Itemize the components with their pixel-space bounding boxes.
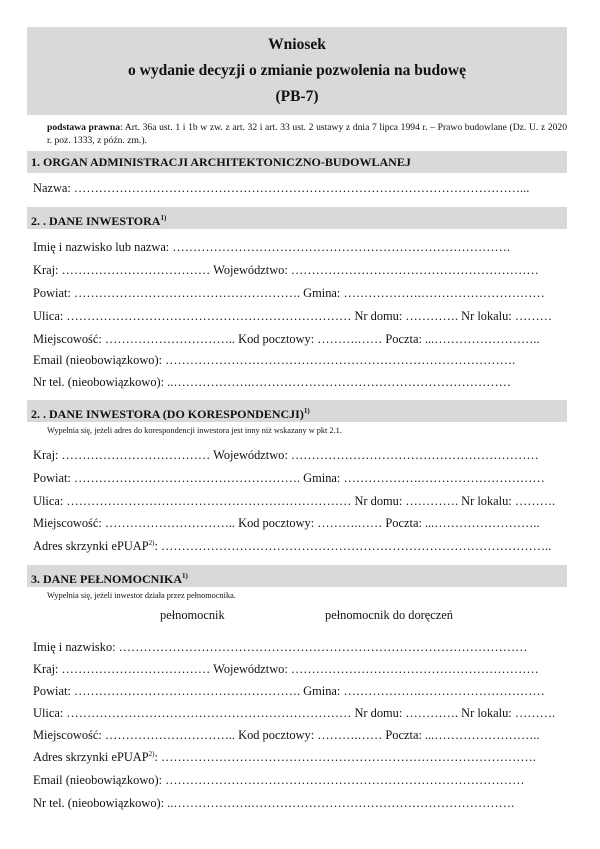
footnote-marker: 1)	[160, 214, 167, 222]
field-corr-epuap[interactable]	[33, 539, 568, 554]
epuap-dots: : …………………………………………………………………………………..	[154, 539, 552, 553]
field-proxy-city-postcode[interactable]: Miejscowość: ………………………….. Kod pocztowy: ……….…… Poczta: ...……………………..	[33, 728, 540, 742]
field-investor-phone[interactable]: Nr tel. (nieobowiązkowo): ..……………….………………………………………………………	[33, 375, 512, 389]
field-proxy-phone[interactable]: Nr tel. (nieobowiązkowo): ..……………….……………………………………………………….	[33, 796, 515, 810]
field-investor-country-voivodeship[interactable]: Kraj: ……………………………… Województwo: ……………………………………………………	[33, 263, 539, 277]
section-2-title: 2. . DANE INWESTORA	[31, 214, 161, 228]
field-proxy-country-voivodeship[interactable]: Kraj: ……………………………… Województwo: ……………………………………………………	[33, 662, 539, 676]
field-investor-name[interactable]: Imię i nazwisko lub nazwa: ……………………………………………………………………….	[33, 240, 510, 254]
section-2b-note: Wypełnia się, jeżeli adres do korespondencji inwestora jest inny niż wskazany w pkt 2.1.	[47, 426, 342, 435]
epuap-label: Adres skrzynki ePUAP	[33, 750, 149, 764]
footnote-marker: 2)	[148, 750, 155, 758]
legal-basis	[47, 122, 567, 147]
field-investor-email[interactable]: Email (nieobowiązkowo): ………………………………………………………………………….	[33, 353, 516, 367]
epuap-dots: : ……………………………………………………………………………….	[154, 750, 536, 764]
field-corr-city-postcode[interactable]: Miejscowość: ………………………….. Kod pocztowy: ……….…… Poczta: ...……………………..	[33, 516, 540, 530]
field-proxy-epuap[interactable]	[33, 750, 568, 765]
field-investor-street[interactable]: Ulica: …………………………………………………………… Nr domu: …………. Nr lokalu: ………	[33, 309, 553, 323]
field-investor-city-postcode[interactable]: Miejscowość: ………………………….. Kod pocztowy: ……….…… Poczta: ...……………………..	[33, 332, 540, 346]
form-title-box	[27, 27, 567, 115]
form-title: Wniosek	[268, 36, 326, 53]
section-2b-title: 2. . DANE INWESTORA (DO KORESPONDENCJI)	[31, 407, 304, 421]
section-3-header	[27, 565, 567, 587]
form-subtitle: o wydanie decyzji o zmianie pozwolenia na budowę	[128, 62, 466, 79]
option-proxy-delivery[interactable]: pełnomocnik do doręczeń	[325, 608, 453, 622]
section-1-title: 1. ORGAN ADMINISTRACJI ARCHITEKTONICZNO-BUDOWLANEJ	[31, 155, 411, 169]
legal-basis-text: : Art. 36a ust. 1 i 1b w zw. z art. 32 i art. 33 ust. 2 ustawy z dnia 7 lipca 1994 r. – Prawo budowlane (Dz. U. z 2020 r. poz. 1333, z późn. zm.).	[47, 122, 567, 146]
field-corr-county-commune[interactable]: Powiat: ………………………………………………. Gmina: ……………….…………………………	[33, 471, 545, 485]
section-3-title: 3. DANE PEŁNOMOCNIKA	[31, 572, 183, 586]
field-investor-county-commune[interactable]: Powiat: ………………………………………………. Gmina: ……………….…………………………	[33, 286, 545, 300]
section-2b-header	[27, 400, 567, 422]
footnote-marker: 1)	[303, 407, 310, 415]
field-organ-name[interactable]: Nazwa: ………………………………………………………………………………………………...	[33, 181, 530, 195]
footnote-marker: 1)	[182, 572, 188, 580]
legal-basis-label: podstawa prawna	[47, 122, 121, 133]
section-1-header	[27, 151, 567, 173]
field-proxy-county-commune[interactable]: Powiat: ………………………………………………. Gmina: ……………….…………………………	[33, 684, 545, 698]
epuap-label: Adres skrzynki ePUAP	[33, 539, 149, 553]
section-3-note: Wypełnia się, jeżeli inwestor działa przez pełnomocnika.	[47, 591, 236, 600]
field-proxy-email[interactable]: Email (nieobowiązkowo): ……………………………………………………………………………	[33, 773, 525, 787]
field-proxy-name[interactable]: Imię i nazwisko: ………………………………………………………………………………………	[33, 640, 528, 654]
field-corr-country-voivodeship[interactable]: Kraj: ……………………………… Województwo: ……………………………………………………	[33, 448, 539, 462]
option-proxy[interactable]: pełnomocnik	[160, 608, 225, 622]
field-corr-street[interactable]: Ulica: …………………………………………………………… Nr domu: …………. Nr lokalu: ……….	[33, 494, 556, 508]
form-code: (PB-7)	[275, 88, 319, 105]
section-2-header	[27, 207, 567, 229]
field-proxy-street[interactable]: Ulica: …………………………………………………………… Nr domu: …………. Nr lokalu: ……….	[33, 706, 556, 720]
footnote-marker: 2)	[148, 539, 155, 547]
